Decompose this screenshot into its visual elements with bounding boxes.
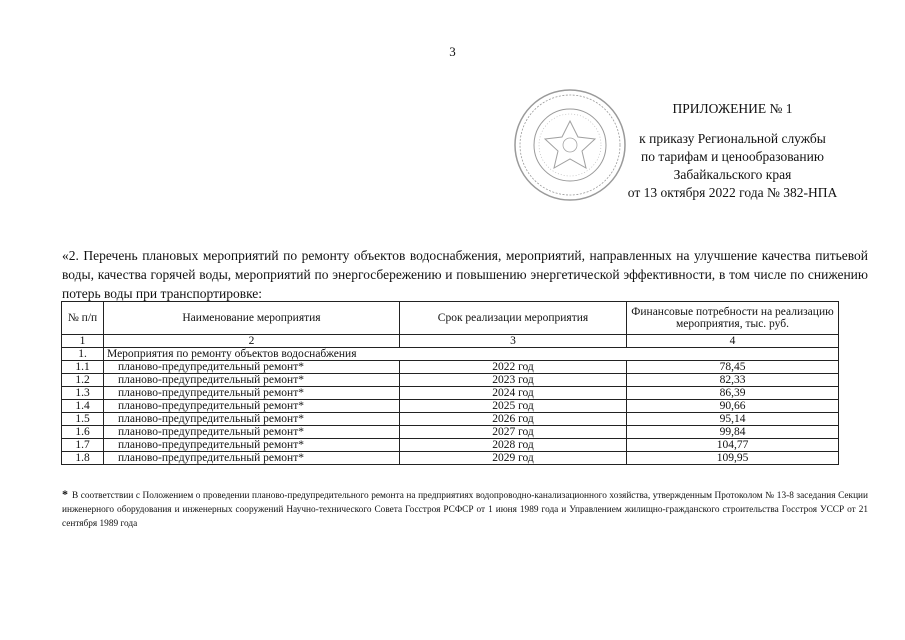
row-term: 2024 год: [400, 387, 627, 400]
row-name: планово-предупредительный ремонт*: [104, 413, 400, 426]
row-term: 2023 год: [400, 374, 627, 387]
row-name: планово-предупредительный ремонт*: [104, 374, 400, 387]
table-header-row: [62, 302, 839, 335]
table-row: [62, 426, 839, 439]
table-row: [62, 452, 839, 465]
column-number-cell: 3: [400, 335, 627, 348]
column-number-row: [62, 335, 839, 348]
row-name: планово-предупредительный ремонт*: [104, 452, 400, 465]
row-number: 1.4: [62, 400, 104, 413]
appendix-title: ПРИЛОЖЕНИЕ № 1: [672, 101, 793, 116]
row-number: 1.1: [62, 361, 104, 374]
column-number-cell: 1: [62, 335, 104, 348]
row-amount: 104,77: [627, 439, 839, 452]
footnote-text: В соответствии с Положением о проведении планово-предупредительного ремонта на предприятиях водопроводно-канализационного хозяйства, утвержденным Протоколом № 13-8 заседания Секции инженерного оборудования и инженерных сооружений Научно-технического Совета Госстроя РСФСР от 1 июня 1989 года и Управлением жилищно-гражданского строительства Госстроя УССР от 21 сентября 1989 года: [62, 491, 868, 529]
header-cell: Наименование мероприятия: [104, 302, 400, 335]
row-name: планово-предупредительный ремонт*: [104, 426, 400, 439]
row-term: 2026 год: [400, 413, 627, 426]
row-term: 2025 год: [400, 400, 627, 413]
list-heading: «2. Перечень плановых мероприятий по ремонту объектов водоснабжения, мероприятий, направленных на улучшение качества питьевой воды, качества горячей воды, мероприятий по энергосбережению и повышению энергетической эффективности, в том числе по снижению потерь воды при транспортировке:: [62, 248, 868, 301]
header-cell: № п/п: [62, 302, 104, 335]
row-name: планово-предупредительный ремонт*: [104, 361, 400, 374]
row-amount: 78,45: [627, 361, 839, 374]
row-amount: 109,95: [627, 452, 839, 465]
row-term: 2029 год: [400, 452, 627, 465]
row-number: 1.6: [62, 426, 104, 439]
row-number: 1.2: [62, 374, 104, 387]
measures-table: [61, 301, 839, 465]
page-number: 3: [449, 44, 456, 59]
appendix-line: к приказу Региональной службы: [639, 131, 826, 146]
row-number: 1.3: [62, 387, 104, 400]
appendix-line: от 13 октября 2022 года № 382-НПА: [627, 185, 838, 200]
section-number: 1.: [62, 348, 104, 361]
header-cell: Срок реализации мероприятия: [400, 302, 627, 335]
row-term: 2027 год: [400, 426, 627, 439]
row-amount: 82,33: [627, 374, 839, 387]
row-name: планово-предупредительный ремонт*: [104, 439, 400, 452]
table-row: [62, 400, 839, 413]
row-amount: 90,66: [627, 400, 839, 413]
row-amount: 95,14: [627, 413, 839, 426]
table-row: [62, 439, 839, 452]
appendix-line: Забайкальского края: [673, 167, 792, 182]
row-amount: 99,84: [627, 426, 839, 439]
row-number: 1.8: [62, 452, 104, 465]
column-number-cell: 4: [627, 335, 839, 348]
footnote: [62, 487, 868, 531]
row-term: 2022 год: [400, 361, 627, 374]
row-term: 2028 год: [400, 439, 627, 452]
row-name: планово-предупредительный ремонт*: [104, 387, 400, 400]
footnote-marker: *: [62, 487, 68, 501]
column-number-cell: 2: [104, 335, 400, 348]
header-cell: Финансовые потребности на реализацию мероприятия, тыс. руб.: [627, 302, 839, 335]
table-row: [62, 361, 839, 374]
row-number: 1.7: [62, 439, 104, 452]
table-row: [62, 413, 839, 426]
row-amount: 86,39: [627, 387, 839, 400]
appendix-block: [600, 100, 865, 202]
table-body: [62, 361, 839, 465]
section-title: Мероприятия по ремонту объектов водоснабжения: [104, 348, 839, 361]
table-row: [62, 374, 839, 387]
row-number: 1.5: [62, 413, 104, 426]
row-name: планово-предупредительный ремонт*: [104, 400, 400, 413]
section-row: [62, 348, 839, 361]
appendix-line: по тарифам и ценообразованию: [641, 149, 824, 164]
table-row: [62, 387, 839, 400]
